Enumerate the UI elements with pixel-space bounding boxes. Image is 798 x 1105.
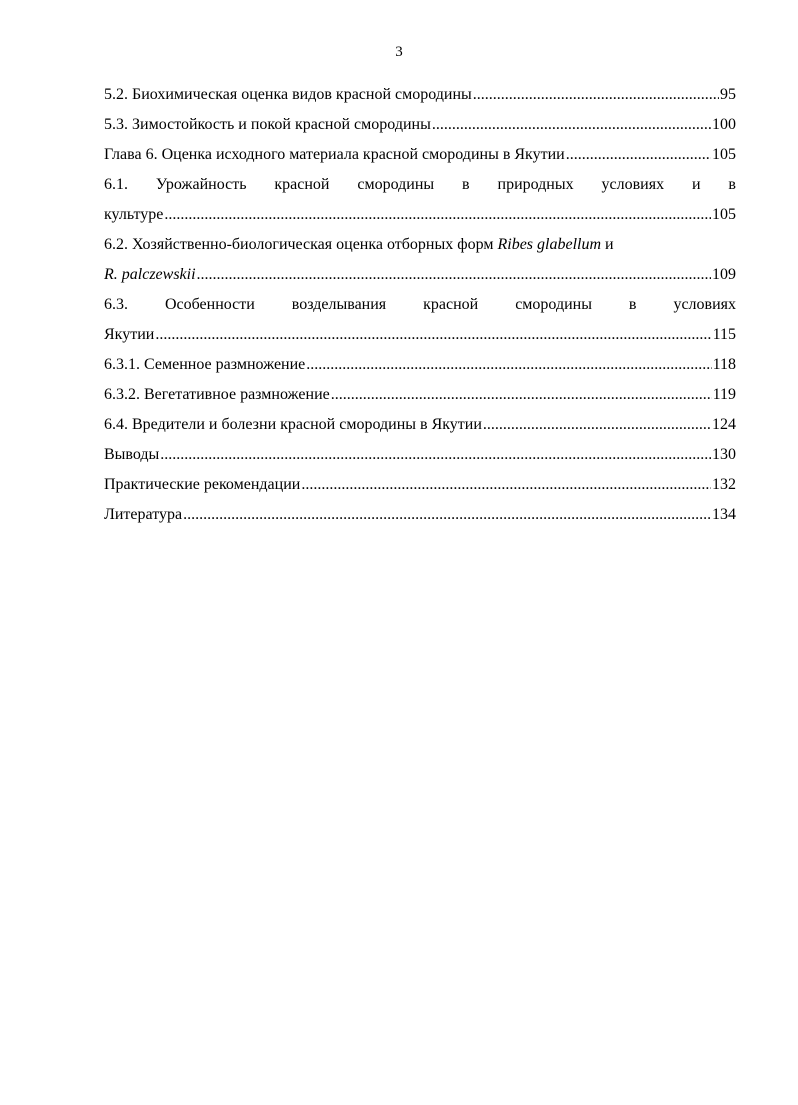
toc-word: Урожайность: [155, 176, 247, 193]
toc-word: 6.1.: [104, 176, 128, 193]
toc-entry-page: 119: [712, 386, 736, 403]
toc-word: красной: [274, 176, 330, 193]
toc-entry: [104, 350, 736, 380]
toc-entry-title: 6.4. Вредители и болезни красной смородины в Якутии: [104, 416, 482, 433]
toc-entry: [104, 80, 736, 110]
toc-leader-dots: [483, 410, 711, 440]
toc-word: Особенности: [164, 296, 255, 313]
toc-entry: [104, 260, 736, 290]
table-of-contents: [104, 80, 736, 530]
toc-entry: [104, 110, 736, 140]
toc-entry-title: Выводы: [104, 446, 160, 463]
toc-entry: [104, 140, 736, 170]
toc-conjunction: и: [605, 236, 614, 253]
toc-entry-page: 105: [712, 206, 736, 223]
toc-entry-title: 6.2. Хозяйственно-биологическая оценка отборных форм: [104, 236, 494, 253]
toc-word: смородины: [515, 296, 592, 313]
page-number: 3: [395, 44, 403, 60]
toc-entry-title: 6.3.1. Семенное размножение: [104, 356, 306, 373]
toc-entry-page: 124: [712, 416, 736, 433]
toc-entry-title: 6.3.2. Вегетативное размножение: [104, 386, 330, 403]
toc-leader-dots: [183, 500, 711, 530]
toc-entry: [104, 200, 736, 230]
toc-entry-page: 132: [712, 476, 736, 493]
toc-word: возделывания: [291, 296, 387, 313]
toc-word: красной: [423, 296, 479, 313]
toc-leader-dots: [160, 440, 711, 470]
toc-entry: [104, 380, 736, 410]
toc-entry-justified-line: [104, 290, 736, 320]
toc-entry-title: Глава 6. Оценка исходного материала красной смородины в Якутии: [104, 146, 565, 163]
toc-leader-dots: [331, 380, 712, 410]
toc-leader-dots: [301, 470, 711, 500]
toc-entry-page: 130: [712, 446, 736, 463]
toc-leader-dots: [566, 140, 711, 170]
toc-entry-justified-line: [104, 170, 736, 200]
toc-entry-page: 100: [712, 116, 736, 133]
toc-entry: [104, 440, 736, 470]
toc-leader-dots: [155, 320, 711, 350]
toc-entry-title: Якутии: [104, 326, 155, 343]
toc-entry-title: 5.2. Биохимическая оценка видов красной смородины: [104, 86, 472, 103]
toc-word: в: [462, 176, 470, 193]
toc-entry: [104, 320, 736, 350]
toc-entry-title: культуре: [104, 206, 164, 223]
toc-species-name: Ribes glabellum: [497, 236, 602, 253]
toc-leader-dots: [164, 200, 711, 230]
toc-leader-dots: [473, 80, 719, 110]
toc-entry-line: [104, 230, 736, 260]
toc-entry-page: 95: [720, 86, 736, 103]
toc-entry-page: 105: [712, 146, 736, 163]
toc-entry: [104, 500, 736, 530]
toc-species-name: R. palczewskii: [104, 266, 196, 283]
toc-word: условиях: [601, 176, 665, 193]
toc-word: в: [728, 176, 736, 193]
toc-entry-title: Литература: [104, 506, 183, 523]
toc-word: в: [628, 296, 637, 313]
toc-entry-page: 115: [712, 326, 736, 343]
toc-entry: [104, 410, 736, 440]
toc-word: смородины: [357, 176, 435, 193]
toc-entry: [104, 470, 736, 500]
toc-entry-title: 5.3. Зимостойкость и покой красной смородины: [104, 116, 431, 133]
toc-leader-dots: [306, 350, 711, 380]
toc-entry-page: 109: [712, 266, 736, 283]
toc-word: и: [691, 176, 701, 193]
toc-entry-page: 134: [712, 506, 736, 523]
toc-word: 6.3.: [104, 296, 128, 313]
toc-word: природных: [497, 176, 574, 193]
toc-entry-title: Практические рекомендации: [104, 476, 301, 493]
toc-word: условиях: [673, 296, 736, 313]
toc-leader-dots: [432, 110, 711, 140]
toc-leader-dots: [197, 260, 711, 290]
toc-entry-page: 118: [712, 356, 736, 373]
